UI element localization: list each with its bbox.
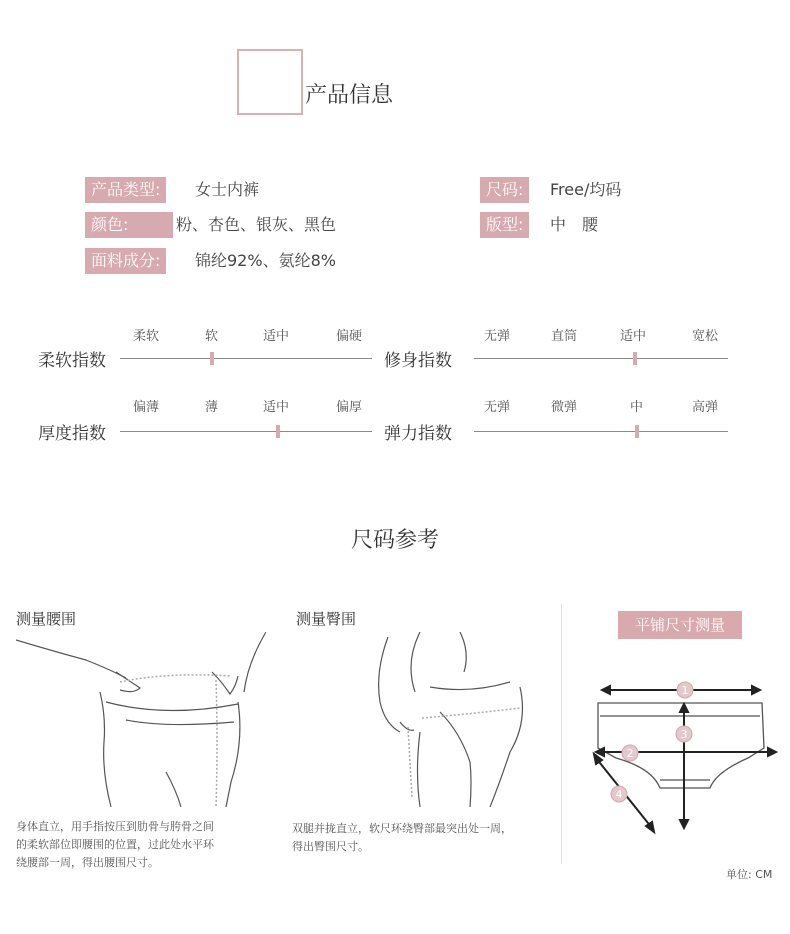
info-value-color: 粉、杏色、银灰、黑色: [176, 215, 337, 234]
flat-point-4: 4: [615, 788, 623, 801]
info-label-size: 尺码:: [480, 177, 529, 203]
unit-label: 单位: CM: [726, 868, 773, 881]
waist-desc-1: 身体直立，用手指按压到肋骨与胯骨之间: [16, 820, 214, 833]
scale-title-thickness: 厚度指数: [38, 424, 106, 444]
section-divider: [561, 604, 562, 864]
info-label-material: 面料成分:: [85, 248, 166, 274]
hip-title: 测量臀围: [296, 610, 357, 628]
info-value-size: Free/均码: [550, 180, 622, 199]
scale-marker-thickness: [276, 425, 280, 438]
tick-label: 偏薄: [133, 400, 160, 415]
hip-desc-1: 双腿并拢直立，软尺环绕臀部最突出处一周，: [292, 822, 512, 835]
scale-title-elasticity: 弹力指数: [384, 424, 452, 444]
flat-diagram: [588, 676, 778, 836]
tick-label: 薄: [205, 400, 219, 415]
flat-point-2: 2: [626, 747, 634, 760]
hip-desc-2: 得出臀围尺寸。: [292, 840, 369, 853]
waist-title: 测量腰围: [16, 610, 77, 628]
hip-illustration: [360, 632, 530, 807]
info-label-color: 颜色:: [85, 212, 173, 238]
info-value-type: 女士内裤: [195, 180, 260, 199]
tick-label: 适中: [263, 329, 290, 344]
scale-marker-fit: [633, 352, 637, 365]
tick-label: 适中: [263, 400, 290, 415]
scale-line-thickness: [120, 431, 372, 432]
waist-desc-2: 的柔软部位即腰围的位置，过此处水平环: [16, 838, 214, 851]
scale-title-softness: 柔软指数: [38, 351, 106, 371]
info-value-fit: 中 腰: [550, 215, 599, 234]
scale-marker-elasticity: [635, 425, 639, 438]
page-title: 产品信息: [305, 83, 394, 108]
tick-label: 中: [630, 400, 644, 415]
tick-label: 柔软: [133, 329, 160, 344]
info-label-fit: 版型:: [480, 212, 529, 238]
tick-label: 偏厚: [336, 400, 363, 415]
tick-label: 无弹: [484, 400, 511, 415]
scale-line-elasticity: [474, 431, 728, 432]
tick-label: 微弹: [551, 400, 578, 415]
scale-title-fit: 修身指数: [384, 351, 452, 371]
tick-label: 适中: [620, 329, 647, 344]
flat-measure-badge: 平铺尺寸测量: [618, 611, 742, 639]
waist-desc-3: 绕腰部一周，得出腰围尺寸。: [16, 856, 159, 869]
waist-illustration: [16, 632, 266, 807]
tick-label: 软: [205, 329, 219, 344]
tick-label: 无弹: [484, 329, 511, 344]
title-frame: [237, 49, 303, 115]
scale-line-softness: [120, 358, 372, 359]
flat-point-3: 3: [680, 728, 688, 741]
scale-marker-softness: [210, 352, 214, 365]
info-label-type: 产品类型:: [85, 177, 166, 203]
info-value-material: 锦纶92%、氨纶8%: [195, 251, 336, 270]
flat-point-1: 1: [681, 684, 689, 697]
tick-label: 偏硬: [336, 329, 363, 344]
scale-line-fit: [474, 358, 728, 359]
tick-label: 高弹: [692, 400, 719, 415]
tick-label: 直筒: [551, 329, 578, 344]
size-section-title: 尺码参考: [350, 528, 439, 553]
tick-label: 宽松: [692, 329, 719, 344]
